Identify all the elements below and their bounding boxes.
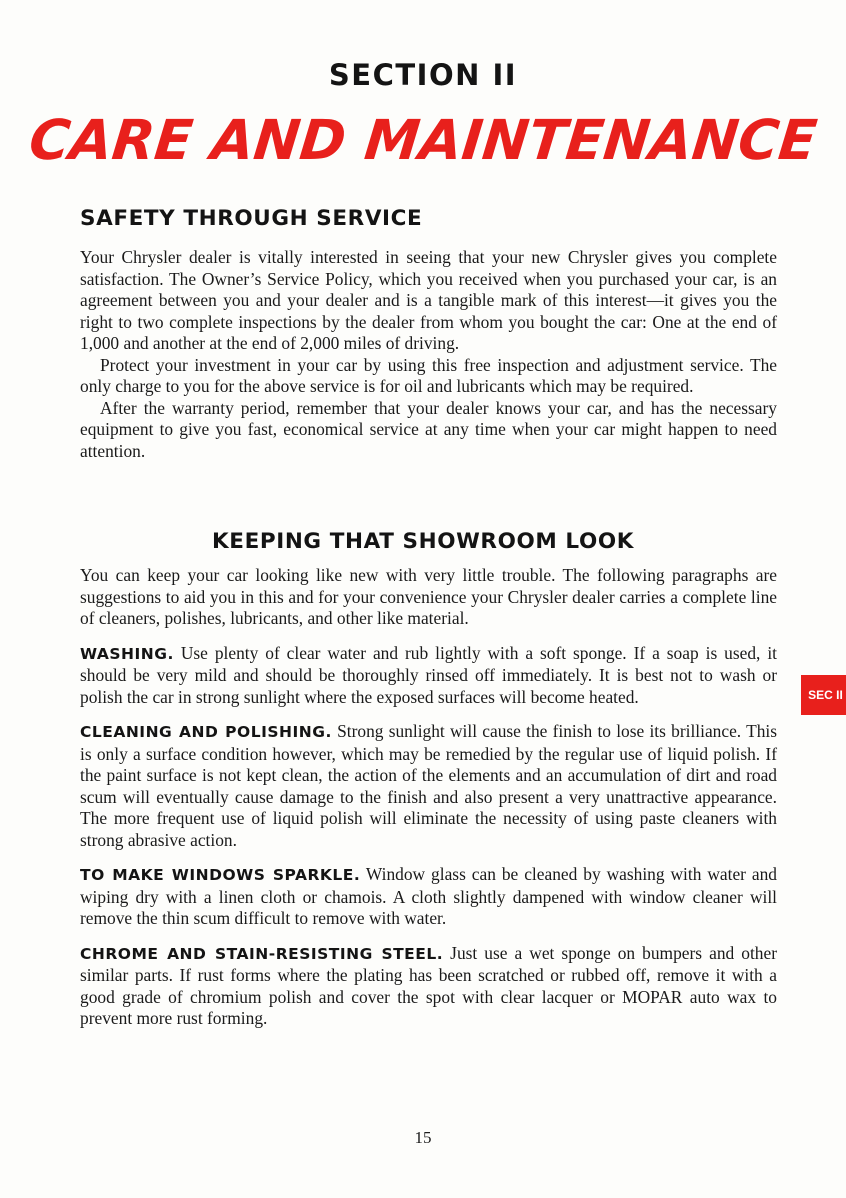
safety-paragraph-2: Protect your investment in your car by using this free inspection and adjustment service. The only charge to you for the above service is for oil and lubricants which may be required. [80, 354, 777, 396]
chrome-text: Just use a wet sponge on bumpers and other similar parts. If rust forms where the plating has been scratched or rubbed off, remove it with a good grade of chromium polish and cover the spot with clear lacquer or MOPAR auto wax to prevent more rust forming. [80, 942, 777, 1028]
chrome-lead: CHROME AND STAIN-RESISTING STEEL. [80, 944, 444, 963]
heading-keeping-showroom-look: KEEPING THAT SHOWROOM LOOK [212, 529, 634, 554]
page-number: 15 [414, 1128, 432, 1147]
section-tab: SEC II [801, 675, 846, 715]
safety-paragraph-1: Your Chrysler dealer is vitally interested in seeing that your new Chrysler gives you complete satisfaction. The Owner’s Service Policy, which you received when you purchased your car, is an agreement between you and your dealer and is a tangible mark of this interest—it gives you the right to two complete inspections by the dealer from whom you bought the car: One at the end of 1,000 and another at the end of 2,000 miles of driving. [80, 247, 777, 353]
washing-text: Use plenty of clear water and rub lightly with a soft sponge. If a soap is used, it should be very mild and should be thoroughly rinsed off immediately. It is best not to wash or polish the car in strong sunlight where the exposed surfaces will become heated. [80, 642, 777, 707]
keeping-section-body [80, 565, 777, 1030]
cleaning-polishing-text: Strong sunlight will cause the finish to lose its brilliance. This is only a surface condition however, which may be remedied by the regular use of liquid polish. If the paint surface is not kept clean, the action of the elements and an accumulation of dirt and road scum will eventually cause damage to the finish and also present a very unattractive appearance. The more frequent use of liquid polish will eliminate the necessity of using paste cleaners with strong abrasive action. [80, 721, 777, 850]
keeping-intro: You can keep your car looking like new with very little trouble. The following paragraphs are suggestions to aid you in this and for your convenience your Chrysler dealer carries a complete line of cleaners, polishes, lubricants, and other like material. [80, 565, 777, 628]
washing-lead: WASHING. [80, 644, 174, 663]
heading-safety-through-service: SAFETY THROUGH SERVICE [80, 206, 423, 231]
page-title: CARE AND MAINTENANCE [26, 108, 820, 172]
cleaning-polishing-lead: CLEANING AND POLISHING. [80, 723, 332, 741]
windows-lead: TO MAKE WINDOWS SPARKLE. [80, 866, 361, 884]
windows-text: Window glass can be cleaned by washing with water and wiping dry with a linen cloth or chamois. A cloth slightly dampened with window cleaner will remove the thin scum difficult to remove with water. [80, 864, 778, 928]
safety-paragraph-3: After the warranty period, remember that your dealer knows your car, and has the necessary equipment to give you fast, economical service at any time when your car might happen to need attention. [80, 397, 777, 461]
windows-paragraph [80, 864, 777, 930]
cleaning-polishing-paragraph [80, 721, 777, 851]
washing-paragraph [80, 643, 777, 709]
chrome-paragraph [80, 943, 777, 1030]
section-label: SECTION II [328, 58, 518, 92]
safety-section-body [80, 247, 777, 462]
